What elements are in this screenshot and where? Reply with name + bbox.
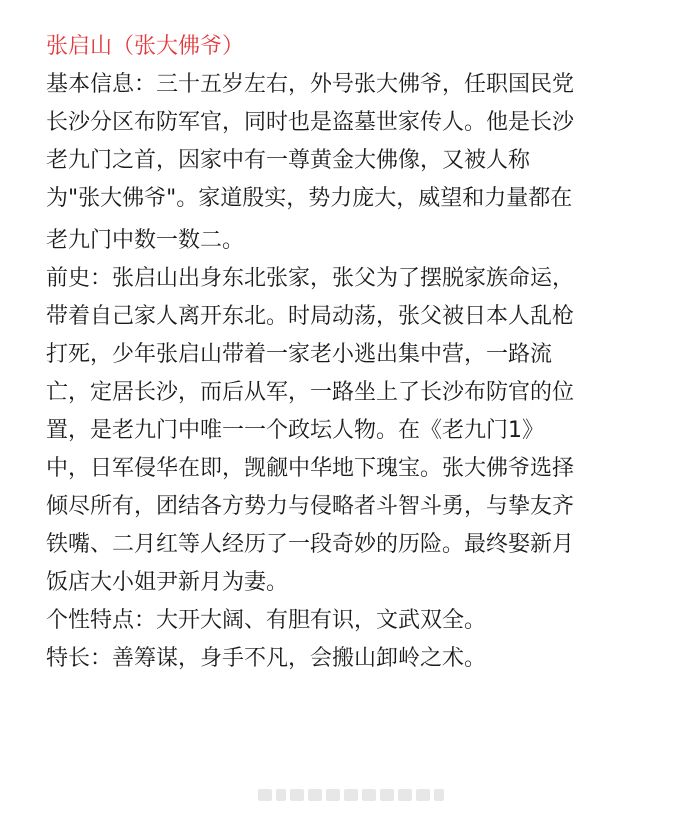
watermark-mark bbox=[344, 789, 358, 801]
watermark-mark bbox=[398, 789, 412, 801]
text-line-history-4: 亡，定居长沙，而后从军，一路坐上了长沙布防官的位 bbox=[46, 380, 575, 405]
character-title: 张启山（张大佛爷） bbox=[46, 34, 245, 59]
text-line-history-8: 铁嘴、二月红等人经历了一段奇妙的历险。最终娶新月 bbox=[46, 532, 575, 557]
watermark-mark bbox=[326, 789, 340, 801]
text-line-basic-info-2: 长沙分区布防军官，同时也是盗墓世家传人。他是长沙 bbox=[46, 110, 575, 135]
text-line-history-3: 打死，少年张启山带着一家老小逃出集中营，一路流 bbox=[46, 342, 553, 367]
text-line-history-6: 中，日军侵华在即，觊觎中华地下瑰宝。张大佛爷选择 bbox=[46, 456, 575, 481]
watermark-mark bbox=[290, 789, 304, 801]
document-body bbox=[46, 30, 666, 678]
text-line-history-9: 饭店大小姐尹新月为妻。 bbox=[46, 570, 289, 595]
watermark bbox=[258, 786, 444, 804]
watermark-icon bbox=[258, 789, 272, 801]
text-line-basic-info-3: 老九门之首，因家中有一尊黄金大佛像，又被人称 bbox=[46, 148, 531, 173]
text-line-history-5: 置，是老九门中唯一一个政坛人物。在《老九门1》 bbox=[46, 418, 544, 443]
text-line-specialty: 特长：善筹谋，身手不凡，会搬山卸岭之术。 bbox=[46, 646, 487, 671]
watermark-mark bbox=[416, 789, 430, 801]
watermark-mark bbox=[276, 789, 286, 801]
text-line-history-7: 倾尽所有，团结各方势力与侵略者斗智斗勇，与挚友齐 bbox=[46, 494, 575, 519]
text-line-basic-info-4: 为"张大佛爷"。家道殷实，势力庞大，威望和力量都在 bbox=[46, 186, 573, 211]
watermark-mark bbox=[308, 789, 322, 801]
watermark-mark bbox=[380, 789, 394, 801]
text-line-basic-info-5: 老九门中数一数二。 bbox=[46, 228, 245, 253]
watermark-mark bbox=[434, 789, 444, 801]
text-line-history-1: 前史：张启山出身东北张家，张父为了摆脱家族命运， bbox=[46, 266, 575, 291]
text-line-history-2: 带着自己家人离开东北。时局动荡，张父被日本人乱枪 bbox=[46, 304, 575, 329]
watermark-mark bbox=[362, 789, 376, 801]
text-line-basic-info-1: 基本信息：三十五岁左右，外号张大佛爷，任职国民党 bbox=[46, 72, 575, 97]
text-line-personality: 个性特点：大开大阔、有胆有识，文武双全。 bbox=[46, 608, 487, 633]
